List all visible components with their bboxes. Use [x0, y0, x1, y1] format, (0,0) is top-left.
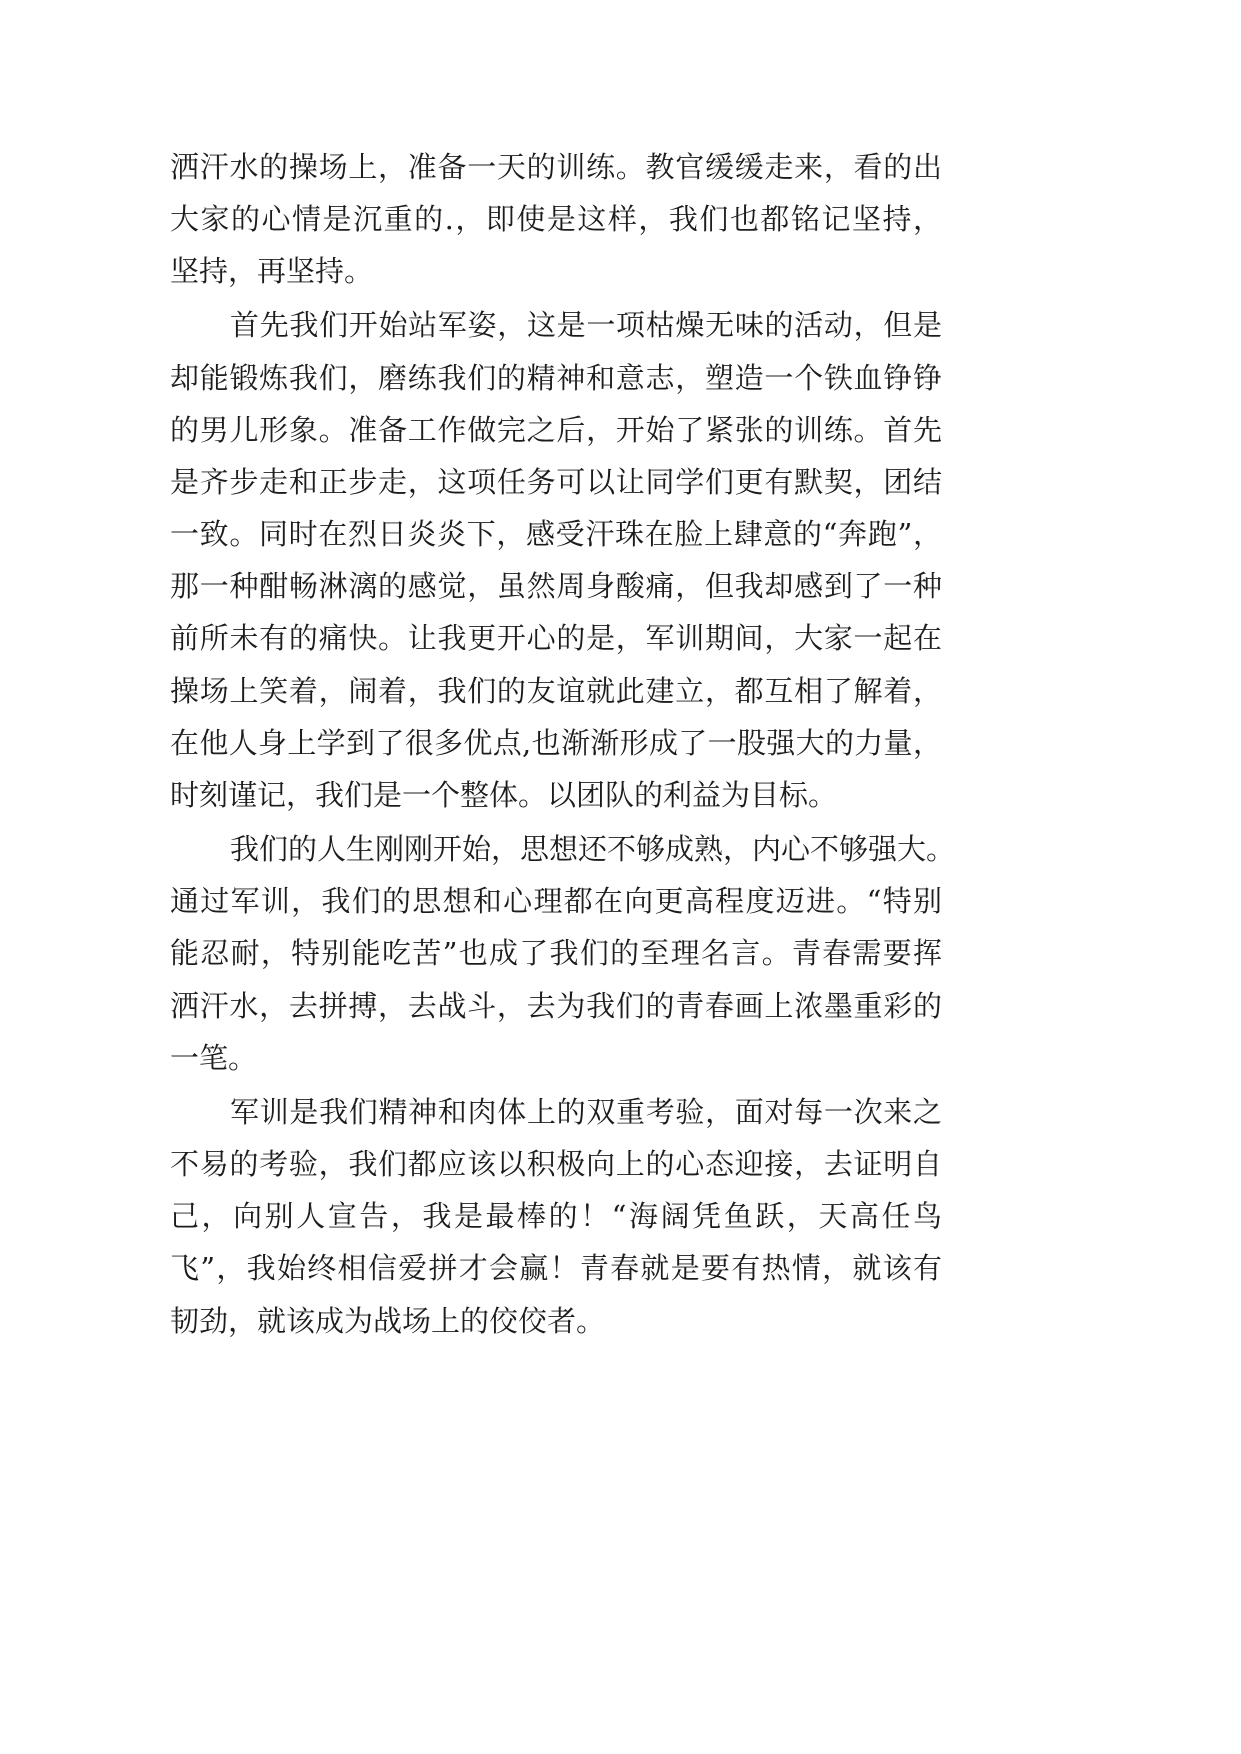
text-line: 军训是我们精神和肉体上的双重考验，面对每一次来之 [230, 1094, 942, 1129]
text-line: 是齐步走和正步走，这项任务可以让同学们更有默契，团结 [170, 464, 942, 499]
paragraph [170, 1086, 942, 1347]
text-line: 却能锻炼我们，磨练我们的精神和意志，塑造一个铁血铮铮 [170, 360, 942, 395]
text-line: 通过军训，我们的思想和心理都在向更高程度迈进。“特别 [170, 884, 942, 919]
paragraph [170, 299, 942, 821]
text-line: 己，向别人宣告，我是最棒的！“海阔凭鱼跃，天高任鸟 [170, 1199, 942, 1234]
text-line: 的男儿形象。准备工作做完之后，开始了紧张的训练。首先 [170, 412, 942, 447]
text-line: 时刻谨记，我们是一个整体。以团队的利益为目标。 [170, 778, 838, 813]
text-line: 前所未有的痛快。让我更开心的是，军训期间，大家一起在 [170, 621, 942, 656]
text-line: 操场上笑着，闹着，我们的友谊就此建立，都互相了解着， [170, 673, 942, 708]
text-line: 洒汗水的操场上，准备一天的训练。教官缓缓走来，看的出 [170, 150, 942, 184]
text-line: 一笔。 [170, 1040, 258, 1075]
text-line: 一致。同时在烈日炎炎下，感受汗珠在脸上肆意的“奔跑”， [170, 517, 942, 552]
text-line: 能忍耐，特别能吃苦”也成了我们的至理名言。青春需要挥 [170, 936, 942, 971]
text-line: 我们的人生刚刚开始，思想还不够成熟，内心不够强大。 [230, 832, 956, 867]
text-line: 韧劲，就该成为战场上的佼佼者。 [170, 1303, 606, 1338]
text-line: 飞”，我始终相信爱拼才会赢！青春就是要有热情，就该有 [170, 1251, 942, 1286]
text-line: 洒汗水，去拼搏，去战斗，去为我们的青春画上浓墨重彩的 [170, 988, 942, 1023]
text-line: 坚持，再坚持。 [170, 254, 374, 289]
text-line: 不易的考验，我们都应该以积极向上的心态迎接，去证明自 [170, 1146, 942, 1181]
text-line: 那一种酣畅淋漓的感觉，虽然周身酸痛，但我却感到了一种 [170, 569, 942, 604]
text-line: 大家的心情是沉重的.，即使是这样，我们也都铭记坚持， [170, 202, 942, 237]
text-line: 首先我们开始站军姿，这是一项枯燥无味的活动，但是 [230, 308, 942, 343]
text-line: 在他人身上学到了很多优点,也渐渐形成了一股强大的力量， [170, 725, 942, 760]
paragraph [170, 141, 942, 298]
paragraph [170, 823, 956, 1084]
document-body [170, 141, 956, 1347]
